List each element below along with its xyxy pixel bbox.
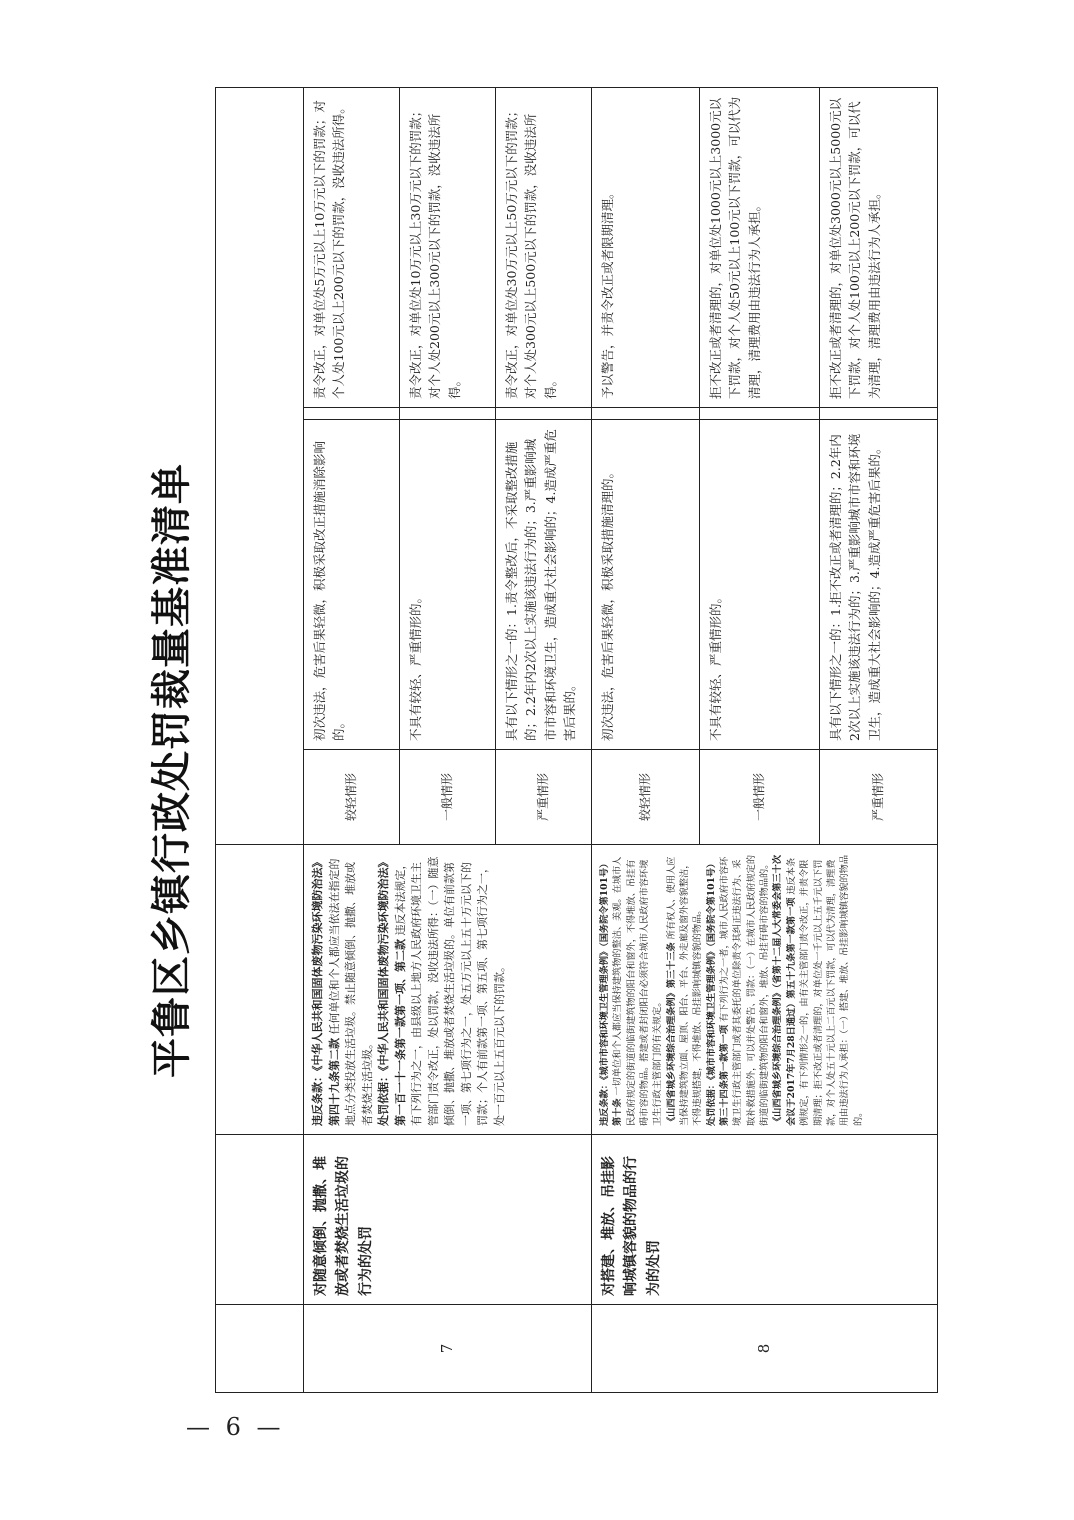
- level-penalty: 拒不改正或者清理的，对单位处3000元以上5000元以下罚款，对个人处100元以上200元以下罚款，可以代为清理，清理费用由违法行为人承担。: [820, 88, 938, 408]
- basis-a-body: 一切单位和个人都应当保持建筑物的整洁、美观。在城市人民政府规定的街道的临街建筑物的阳台和窗外，不得堆放、吊挂有碍市容的物品。搭建或者封闭阳台必须符合城市人民政府市容环境卫生行政主管部门的有关规定。: [612, 856, 664, 1126]
- basis-c-body: 有下列行为之一者，城市人民政府市容环境卫生行政主管部门或者其委托的单位除责令其纠正违法行为、采取补救措施外，可以并处警告、罚款：（一）在城市人民政府规定的街道的临街建筑物的阳台和窗外，堆放、吊挂有碍市容的物品的。: [719, 854, 771, 1126]
- divider-cell: [304, 408, 400, 420]
- divider-cell: [496, 408, 592, 420]
- basis-c-lead: 处罚依据：《城市市容和环境卫生管理条例》（国务院令第101号）第三十四条第一款第一项: [705, 858, 731, 1126]
- page-number: — 6 —: [186, 1413, 285, 1441]
- penalty-item: 对随意倾倒、抛撒、堆放或者焚烧生活垃圾的行为的处罚: [304, 1135, 592, 1305]
- level-circumstance: 具有以下情形之一的：1.拒不改正或者清理的；2.2年内2次以上实施该违法行为的；3.严重影响城市市容和环境卫生，造成重大社会影响的；4.造成严重危害后果的。: [820, 420, 938, 750]
- level-circumstance: 不具有较轻、严重情形的。: [700, 420, 820, 750]
- divider-cell: [700, 408, 820, 420]
- basis-b-body: 所有权人、使用人应当保持建筑物立面、屋顶、阳台、平台、外走廊及窗外容貌整洁，不得违规搭建，不得堆放、吊挂影响城镇容貌的物品。: [665, 856, 704, 1126]
- level-name: 较轻情形: [592, 750, 700, 845]
- level-penalty: 予以警告，并责令改正或者限期清理。: [592, 88, 700, 408]
- basis-a-lead: 违反条款：《城市市容和环境卫生管理条例》（国务院令第101号）第十条: [599, 858, 624, 1126]
- level-circumstance: 不具有较轻、严重情形的。: [400, 420, 496, 750]
- level-penalty: 责令改正，对单位处10万元以上30万元以下的罚款；对个人处200元以上300元以下的罚款，没收违法所得。: [400, 88, 496, 408]
- page-title-container: [138, 462, 198, 1078]
- legal-basis: [592, 845, 938, 1135]
- divider-cell: [592, 408, 700, 420]
- row-number: 8: [592, 1305, 938, 1393]
- level-penalty: 拒不改正或者清理的，对单位处1000元以上3000元以下罚款，对个人处50元以上100元以下罚款，可以代为清理，清理费用由违法行为人承担。: [700, 88, 820, 408]
- penalty-item: 对搭建、堆放、吊挂影响城镇容貌的物品的行为的处罚: [592, 1135, 938, 1305]
- page-title: 平鲁区乡镇行政处罚裁量基准清单: [147, 462, 195, 1078]
- header-cell-item: [216, 1135, 304, 1305]
- level-name: 一般情形: [400, 750, 496, 845]
- table-row: [304, 88, 400, 1393]
- level-circumstance: 初次违法，危害后果轻微，积极采取措施清理的。: [592, 420, 700, 750]
- level-penalty: 责令改正，对单位处5万元以上10万元以下的罚款；对个人处100元以上200元以下的罚款，没收违法所得。: [304, 88, 400, 408]
- header-cell-num: [216, 1305, 304, 1393]
- level-name: 一般情形: [700, 750, 820, 845]
- level-name: 较轻情形: [304, 750, 400, 845]
- basis-violation-lead: 违反条款：《中华人民共和国固体废物污染环境防治法》第四十九条第二款: [311, 856, 341, 1126]
- legal-basis: [304, 845, 592, 1135]
- header-cell-basis: [216, 845, 304, 1135]
- basis-d-lead: 《山西省城乡环境综合治理条例》（省第十二届人大常委会第三十次会议于2017年7月28日通过）第五十九条第一款第一项: [772, 854, 797, 1126]
- level-name: 严重情形: [820, 750, 938, 845]
- divider-cell: [400, 408, 496, 420]
- level-name: 严重情形: [496, 750, 592, 845]
- row-number: 7: [304, 1305, 592, 1393]
- basis-b-lead: 《山西省城乡环境综合治理条例》第三十三条: [665, 942, 677, 1126]
- basis-penalty-body: 违反本法规定，有下列行为之一，由县级以上地方人民政府环境卫生主管部门责令改正，处以罚款，没收违法所得：（一）随意倾倒、抛撒、堆放或者焚烧生活垃圾的。单位有前款第一项、第七项行为之一，处五万元以上五十万元以下的罚款；个人有前款第一项、第五项、第七项行为之一，处一百元以上五百元以下的罚款。: [393, 856, 506, 1126]
- level-penalty: 责令改正，对单位处30万元以上50万元以下的罚款；对个人处300元以上500元以下的罚款，没收违法所得。: [496, 88, 592, 408]
- penalty-table: [215, 87, 938, 1393]
- table-header-row: [216, 88, 304, 1393]
- table-row: [592, 88, 700, 1393]
- basis-penalty-lead: 处罚依据：《中华人民共和国固体废物污染环境防治法》第一百一十一条第一款第一项、第二款: [377, 856, 407, 1126]
- level-circumstance: 初次违法，危害后果轻微，积极采取改正措施消除影响的。: [304, 420, 400, 750]
- basis-d-body: 违反本条例规定，有下列情形之一的，由有关主管部门责令改正，并责令限期清理；拒不改正或者清理的，对单位处一千元以上五千元以下罚款，对个人处五十元以上二百元以下罚款，可以代为清理，清理费用由违法行为人承担：（一）搭建、堆放、吊挂影响城镇容貌的物品的。: [785, 854, 864, 1126]
- penalty-table-sheet: [215, 88, 935, 1393]
- basis-violation-body: 任何单位和个人都应当依法在指定的地点分类投放生活垃圾。禁止随意倾倒、抛撒、堆放或者焚烧生活垃圾。: [327, 858, 374, 1126]
- header-cell-standard: [216, 88, 304, 845]
- divider-cell: [820, 408, 938, 420]
- level-circumstance: 具有以下情形之一的：1.责令整改后，不采取整改措施的；2.2年内2次以上实施该违法行为的；3.严重影响城市市容和环境卫生，造成重大社会影响的；4.造成严重危害后果的。: [496, 420, 592, 750]
